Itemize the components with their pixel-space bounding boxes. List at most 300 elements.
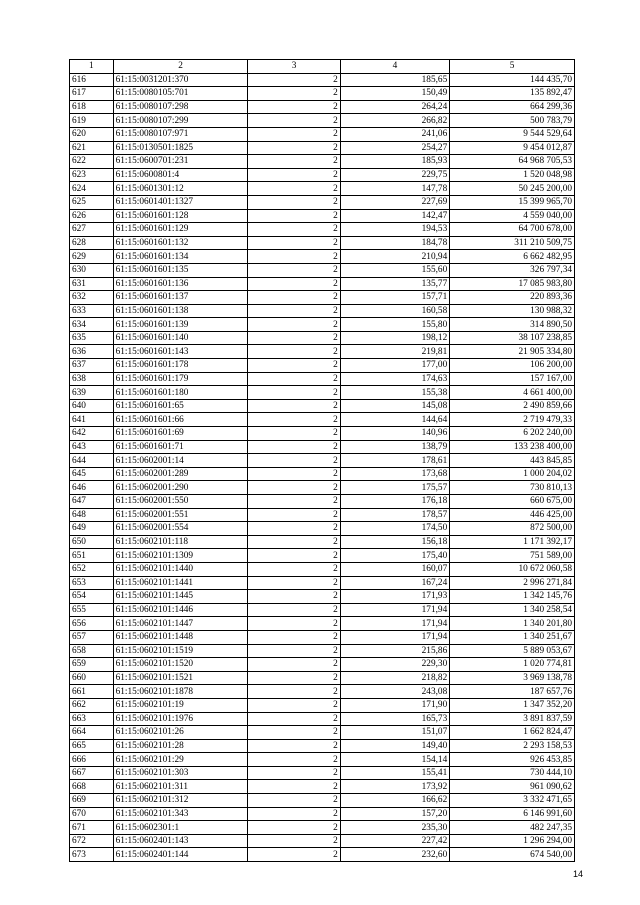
table-row bbox=[70, 440, 575, 454]
table-cell-col-value: 10 672 060,58 bbox=[450, 562, 575, 576]
table-cell-col-code: 61:15:0602001:14 bbox=[113, 454, 248, 468]
table-row bbox=[70, 250, 575, 264]
table-row bbox=[70, 658, 575, 672]
table-row bbox=[70, 195, 575, 209]
table-cell-col-area: 219,81 bbox=[340, 345, 450, 359]
table-cell-col-type: 2 bbox=[248, 685, 340, 699]
table-cell-col-type: 2 bbox=[248, 821, 340, 835]
table-cell-col-type: 2 bbox=[248, 304, 340, 318]
table-cell-col-code: 61:15:0602401:143 bbox=[113, 834, 248, 848]
table-cell-col-num: 638 bbox=[70, 372, 114, 386]
table-cell-col-num: 631 bbox=[70, 277, 114, 291]
table-cell-col-code: 61:15:0080107:299 bbox=[113, 114, 248, 128]
table-row bbox=[70, 263, 575, 277]
header-cell-2: 2 bbox=[113, 60, 248, 74]
table-cell-col-type: 2 bbox=[248, 644, 340, 658]
table-cell-col-value: 730 444,10 bbox=[450, 766, 575, 780]
table-cell-col-value: 6 662 482,95 bbox=[450, 250, 575, 264]
table-cell-col-type: 2 bbox=[248, 753, 340, 767]
table-cell-col-code: 61:15:0602101:303 bbox=[113, 766, 248, 780]
table-cell-col-value: 3 891 837,59 bbox=[450, 712, 575, 726]
table-cell-col-code: 61:15:0602101:1446 bbox=[113, 603, 248, 617]
table-cell-col-type: 2 bbox=[248, 114, 340, 128]
table-cell-col-area: 264,24 bbox=[340, 100, 450, 114]
table-cell-col-num: 632 bbox=[70, 291, 114, 305]
table-row bbox=[70, 304, 575, 318]
table-cell-col-code: 61:15:0602401:144 bbox=[113, 848, 248, 862]
table-row bbox=[70, 73, 575, 87]
table-cell-col-type: 2 bbox=[248, 331, 340, 345]
table-cell-col-num: 620 bbox=[70, 127, 114, 141]
table-cell-col-type: 2 bbox=[248, 562, 340, 576]
table-cell-col-value: 130 988,32 bbox=[450, 304, 575, 318]
table-cell-col-code: 61:15:0601601:179 bbox=[113, 372, 248, 386]
table-cell-col-value: 314 890,50 bbox=[450, 318, 575, 332]
table-cell-col-type: 2 bbox=[248, 848, 340, 862]
header-cell-5: 5 bbox=[450, 60, 575, 74]
table-cell-col-area: 215,86 bbox=[340, 644, 450, 658]
table-cell-col-num: 619 bbox=[70, 114, 114, 128]
table-cell-col-value: 9 454 012,87 bbox=[450, 141, 575, 155]
table-row bbox=[70, 141, 575, 155]
table-cell-col-code: 61:15:0601601:135 bbox=[113, 263, 248, 277]
table-cell-col-type: 2 bbox=[248, 671, 340, 685]
table-cell-col-value: 926 453,85 bbox=[450, 753, 575, 767]
table-cell-col-type: 2 bbox=[248, 495, 340, 509]
table-cell-col-code: 61:15:0601601:69 bbox=[113, 427, 248, 441]
table-cell-col-num: 653 bbox=[70, 576, 114, 590]
table-cell-col-code: 61:15:0602101:28 bbox=[113, 739, 248, 753]
table-cell-col-num: 627 bbox=[70, 223, 114, 237]
table-cell-col-area: 157,71 bbox=[340, 291, 450, 305]
table-row bbox=[70, 576, 575, 590]
table-cell-col-area: 149,40 bbox=[340, 739, 450, 753]
table-cell-col-code: 61:15:0080107:298 bbox=[113, 100, 248, 114]
table-cell-col-type: 2 bbox=[248, 603, 340, 617]
table-cell-col-code: 61:15:0601601:66 bbox=[113, 413, 248, 427]
table-cell-col-code: 61:15:0601601:180 bbox=[113, 386, 248, 400]
table-cell-col-code: 61:15:0602101:343 bbox=[113, 807, 248, 821]
table-cell-col-num: 651 bbox=[70, 549, 114, 563]
table-cell-col-value: 38 107 238,85 bbox=[450, 331, 575, 345]
table-cell-col-num: 652 bbox=[70, 562, 114, 576]
table-cell-col-code: 61:15:0602101:1878 bbox=[113, 685, 248, 699]
table-cell-col-area: 165,73 bbox=[340, 712, 450, 726]
table-row bbox=[70, 834, 575, 848]
table-cell-col-area: 232,60 bbox=[340, 848, 450, 862]
table-cell-col-value: 21 905 334,80 bbox=[450, 345, 575, 359]
table-cell-col-num: 646 bbox=[70, 481, 114, 495]
table-cell-col-area: 254,27 bbox=[340, 141, 450, 155]
table-cell-col-code: 61:15:0601601:128 bbox=[113, 209, 248, 223]
table-cell-col-value: 482 247,35 bbox=[450, 821, 575, 835]
table-cell-col-num: 657 bbox=[70, 630, 114, 644]
table-cell-col-code: 61:15:0602101:1521 bbox=[113, 671, 248, 685]
table-cell-col-type: 2 bbox=[248, 658, 340, 672]
table-cell-col-num: 625 bbox=[70, 195, 114, 209]
table-cell-col-area: 147,78 bbox=[340, 182, 450, 196]
table-cell-col-num: 672 bbox=[70, 834, 114, 848]
table-row bbox=[70, 644, 575, 658]
table-cell-col-code: 61:15:0602101:26 bbox=[113, 726, 248, 740]
table-cell-col-area: 171,94 bbox=[340, 617, 450, 631]
table-cell-col-code: 61:15:0602101:1976 bbox=[113, 712, 248, 726]
table-cell-col-type: 2 bbox=[248, 100, 340, 114]
table-cell-col-num: 668 bbox=[70, 780, 114, 794]
table-cell-col-value: 446 425,00 bbox=[450, 508, 575, 522]
table-cell-col-code: 61:15:0601401:1327 bbox=[113, 195, 248, 209]
table-cell-col-type: 2 bbox=[248, 834, 340, 848]
table-cell-col-code: 61:15:0601601:132 bbox=[113, 236, 248, 250]
table-cell-col-num: 626 bbox=[70, 209, 114, 223]
table-cell-col-num: 658 bbox=[70, 644, 114, 658]
table-row bbox=[70, 277, 575, 291]
table-cell-col-type: 2 bbox=[248, 73, 340, 87]
table-cell-col-code: 61:15:0601601:136 bbox=[113, 277, 248, 291]
table-row bbox=[70, 427, 575, 441]
table-cell-col-area: 266,82 bbox=[340, 114, 450, 128]
table-cell-col-value: 135 892,47 bbox=[450, 87, 575, 101]
table-cell-col-num: 654 bbox=[70, 590, 114, 604]
table-cell-col-area: 157,20 bbox=[340, 807, 450, 821]
table-row bbox=[70, 590, 575, 604]
table-cell-col-num: 661 bbox=[70, 685, 114, 699]
table-row bbox=[70, 481, 575, 495]
header-cell-4: 4 bbox=[340, 60, 450, 74]
table-cell-col-type: 2 bbox=[248, 590, 340, 604]
table-cell-col-area: 198,12 bbox=[340, 331, 450, 345]
table-cell-col-area: 243,08 bbox=[340, 685, 450, 699]
table-cell-col-code: 61:15:0601601:138 bbox=[113, 304, 248, 318]
table-row bbox=[70, 331, 575, 345]
table-cell-col-area: 174,50 bbox=[340, 522, 450, 536]
table-row bbox=[70, 698, 575, 712]
table-cell-col-value: 664 299,36 bbox=[450, 100, 575, 114]
table-row bbox=[70, 467, 575, 481]
table-cell-col-value: 50 245 200,00 bbox=[450, 182, 575, 196]
table-cell-col-type: 2 bbox=[248, 766, 340, 780]
table-cell-col-num: 666 bbox=[70, 753, 114, 767]
table-cell-col-value: 2 996 271,84 bbox=[450, 576, 575, 590]
table-cell-col-code: 61:15:0602101:1519 bbox=[113, 644, 248, 658]
table-cell-col-value: 751 589,00 bbox=[450, 549, 575, 563]
table-cell-col-area: 171,90 bbox=[340, 698, 450, 712]
table-row bbox=[70, 413, 575, 427]
table-cell-col-num: 617 bbox=[70, 87, 114, 101]
table-cell-col-type: 2 bbox=[248, 263, 340, 277]
table-cell-col-area: 174,63 bbox=[340, 372, 450, 386]
table-row bbox=[70, 603, 575, 617]
header-cell-3: 3 bbox=[248, 60, 340, 74]
table-cell-col-value: 674 540,00 bbox=[450, 848, 575, 862]
table-cell-col-value: 730 810,13 bbox=[450, 481, 575, 495]
table-cell-col-area: 140,96 bbox=[340, 427, 450, 441]
table-row bbox=[70, 522, 575, 536]
table-cell-col-code: 61:15:0602301:1 bbox=[113, 821, 248, 835]
table-cell-col-area: 173,92 bbox=[340, 780, 450, 794]
table-cell-col-type: 2 bbox=[248, 549, 340, 563]
table-cell-col-type: 2 bbox=[248, 780, 340, 794]
table-cell-col-code: 61:15:0601601:137 bbox=[113, 291, 248, 305]
table-cell-col-num: 636 bbox=[70, 345, 114, 359]
table-cell-col-area: 167,24 bbox=[340, 576, 450, 590]
table-row bbox=[70, 535, 575, 549]
table-row bbox=[70, 562, 575, 576]
table-cell-col-type: 2 bbox=[248, 726, 340, 740]
table-row bbox=[70, 549, 575, 563]
table-cell-col-area: 227,69 bbox=[340, 195, 450, 209]
table-row bbox=[70, 630, 575, 644]
table-cell-col-value: 443 845,85 bbox=[450, 454, 575, 468]
table-cell-col-type: 2 bbox=[248, 209, 340, 223]
table-cell-col-area: 142,47 bbox=[340, 209, 450, 223]
table-body bbox=[70, 73, 575, 861]
table-cell-col-num: 656 bbox=[70, 617, 114, 631]
table-cell-col-type: 2 bbox=[248, 345, 340, 359]
table-cell-col-value: 2 490 859,66 bbox=[450, 399, 575, 413]
table-cell-col-value: 1 020 774,81 bbox=[450, 658, 575, 672]
table-cell-col-code: 61:15:0602101:29 bbox=[113, 753, 248, 767]
table-cell-col-num: 643 bbox=[70, 440, 114, 454]
table-row bbox=[70, 794, 575, 808]
table-cell-col-area: 155,38 bbox=[340, 386, 450, 400]
table-cell-col-type: 2 bbox=[248, 236, 340, 250]
table-cell-col-code: 61:15:0601601:134 bbox=[113, 250, 248, 264]
table-cell-col-num: 662 bbox=[70, 698, 114, 712]
table-cell-col-area: 176,18 bbox=[340, 495, 450, 509]
table-cell-col-area: 178,61 bbox=[340, 454, 450, 468]
table-cell-col-value: 9 544 529,64 bbox=[450, 127, 575, 141]
table-row bbox=[70, 155, 575, 169]
table-cell-col-value: 3 332 471,65 bbox=[450, 794, 575, 808]
table-row bbox=[70, 127, 575, 141]
table-cell-col-num: 640 bbox=[70, 399, 114, 413]
table-cell-col-area: 229,30 bbox=[340, 658, 450, 672]
table-cell-col-num: 628 bbox=[70, 236, 114, 250]
table-cell-col-num: 642 bbox=[70, 427, 114, 441]
table-cell-col-type: 2 bbox=[248, 372, 340, 386]
table-cell-col-area: 145,08 bbox=[340, 399, 450, 413]
table-cell-col-code: 61:15:0602001:290 bbox=[113, 481, 248, 495]
table-cell-col-value: 311 210 509,75 bbox=[450, 236, 575, 250]
table-cell-col-type: 2 bbox=[248, 739, 340, 753]
table-cell-col-type: 2 bbox=[248, 155, 340, 169]
table-row bbox=[70, 318, 575, 332]
table-cell-col-area: 185,65 bbox=[340, 73, 450, 87]
table-cell-col-area: 171,94 bbox=[340, 603, 450, 617]
table-cell-col-area: 151,07 bbox=[340, 726, 450, 740]
table-cell-col-value: 64 968 705,53 bbox=[450, 155, 575, 169]
table-cell-col-value: 1 347 352,20 bbox=[450, 698, 575, 712]
table-cell-col-type: 2 bbox=[248, 359, 340, 373]
table-cell-col-code: 61:15:0602101:1520 bbox=[113, 658, 248, 672]
table-cell-col-code: 61:15:0600801:4 bbox=[113, 168, 248, 182]
table-cell-col-area: 160,07 bbox=[340, 562, 450, 576]
table-cell-col-type: 2 bbox=[248, 223, 340, 237]
table-cell-col-area: 144,64 bbox=[340, 413, 450, 427]
table-cell-col-num: 616 bbox=[70, 73, 114, 87]
table-cell-col-num: 645 bbox=[70, 467, 114, 481]
table-cell-col-value: 961 090,62 bbox=[450, 780, 575, 794]
table-cell-col-area: 156,18 bbox=[340, 535, 450, 549]
table-cell-col-type: 2 bbox=[248, 807, 340, 821]
table-row bbox=[70, 236, 575, 250]
header-row bbox=[70, 60, 575, 74]
table-header bbox=[70, 60, 575, 74]
table-cell-col-type: 2 bbox=[248, 467, 340, 481]
table-cell-col-num: 663 bbox=[70, 712, 114, 726]
table-cell-col-type: 2 bbox=[248, 127, 340, 141]
table-cell-col-value: 2 293 158,53 bbox=[450, 739, 575, 753]
table-cell-col-type: 2 bbox=[248, 576, 340, 590]
table-cell-col-value: 872 500,00 bbox=[450, 522, 575, 536]
table-cell-col-value: 6 202 240,00 bbox=[450, 427, 575, 441]
table-cell-col-value: 106 200,00 bbox=[450, 359, 575, 373]
table-cell-col-num: 660 bbox=[70, 671, 114, 685]
table-row bbox=[70, 291, 575, 305]
table-cell-col-num: 629 bbox=[70, 250, 114, 264]
table-cell-col-area: 160,58 bbox=[340, 304, 450, 318]
table-row bbox=[70, 359, 575, 373]
table-row bbox=[70, 848, 575, 862]
table-cell-col-value: 326 797,34 bbox=[450, 263, 575, 277]
table-cell-col-code: 61:15:0602101:312 bbox=[113, 794, 248, 808]
table-cell-col-area: 229,75 bbox=[340, 168, 450, 182]
table-cell-col-area: 171,94 bbox=[340, 630, 450, 644]
table-cell-col-code: 61:15:0602001:554 bbox=[113, 522, 248, 536]
table-cell-col-area: 135,77 bbox=[340, 277, 450, 291]
table-cell-col-value: 660 675,00 bbox=[450, 495, 575, 509]
table-cell-col-area: 218,82 bbox=[340, 671, 450, 685]
table-cell-col-value: 1 000 204,02 bbox=[450, 467, 575, 481]
table-row bbox=[70, 223, 575, 237]
table-cell-col-num: 622 bbox=[70, 155, 114, 169]
table-cell-col-type: 2 bbox=[248, 277, 340, 291]
table-cell-col-code: 61:15:0602101:1447 bbox=[113, 617, 248, 631]
table-cell-col-type: 2 bbox=[248, 250, 340, 264]
table-cell-col-value: 17 085 983,80 bbox=[450, 277, 575, 291]
table-row bbox=[70, 726, 575, 740]
table-cell-col-code: 61:15:0601601:129 bbox=[113, 223, 248, 237]
table-cell-col-num: 623 bbox=[70, 168, 114, 182]
table-cell-col-num: 650 bbox=[70, 535, 114, 549]
table-cell-col-value: 3 969 138,78 bbox=[450, 671, 575, 685]
table-cell-col-value: 1 171 392,17 bbox=[450, 535, 575, 549]
table-row bbox=[70, 739, 575, 753]
table-cell-col-area: 155,80 bbox=[340, 318, 450, 332]
table-cell-col-num: 639 bbox=[70, 386, 114, 400]
table-cell-col-area: 175,40 bbox=[340, 549, 450, 563]
table-row bbox=[70, 87, 575, 101]
table-cell-col-value: 4 661 400,00 bbox=[450, 386, 575, 400]
table-cell-col-value: 5 889 053,67 bbox=[450, 644, 575, 658]
table-cell-col-num: 647 bbox=[70, 495, 114, 509]
table-cell-col-value: 220 893,36 bbox=[450, 291, 575, 305]
table-cell-col-code: 61:15:0601601:71 bbox=[113, 440, 248, 454]
table-cell-col-value: 1 662 824,47 bbox=[450, 726, 575, 740]
table-cell-col-type: 2 bbox=[248, 794, 340, 808]
table-cell-col-num: 624 bbox=[70, 182, 114, 196]
table-cell-col-code: 61:15:0601601:143 bbox=[113, 345, 248, 359]
table-cell-col-num: 630 bbox=[70, 263, 114, 277]
table-cell-col-area: 173,68 bbox=[340, 467, 450, 481]
table-cell-col-num: 673 bbox=[70, 848, 114, 862]
table-row bbox=[70, 821, 575, 835]
table-cell-col-type: 2 bbox=[248, 291, 340, 305]
table-cell-col-area: 154,14 bbox=[340, 753, 450, 767]
table-row bbox=[70, 386, 575, 400]
table-cell-col-type: 2 bbox=[248, 399, 340, 413]
table-cell-col-code: 61:15:0602101:1309 bbox=[113, 549, 248, 563]
table-cell-col-code: 61:15:0601601:178 bbox=[113, 359, 248, 373]
table-cell-col-code: 61:15:0602001:289 bbox=[113, 467, 248, 481]
table-cell-col-num: 670 bbox=[70, 807, 114, 821]
table-cell-col-num: 633 bbox=[70, 304, 114, 318]
table-cell-col-value: 1 342 145,76 bbox=[450, 590, 575, 604]
table-cell-col-area: 210,94 bbox=[340, 250, 450, 264]
table-cell-col-value: 1 340 251,67 bbox=[450, 630, 575, 644]
table-cell-col-area: 171,93 bbox=[340, 590, 450, 604]
table-cell-col-code: 61:15:0602101:1440 bbox=[113, 562, 248, 576]
table-cell-col-area: 155,60 bbox=[340, 263, 450, 277]
table-cell-col-value: 2 719 479,33 bbox=[450, 413, 575, 427]
table-row bbox=[70, 671, 575, 685]
table-cell-col-type: 2 bbox=[248, 318, 340, 332]
data-table bbox=[69, 59, 575, 862]
table-cell-col-value: 187 657,76 bbox=[450, 685, 575, 699]
table-cell-col-num: 649 bbox=[70, 522, 114, 536]
table-cell-col-value: 133 238 400,00 bbox=[450, 440, 575, 454]
table-cell-col-num: 637 bbox=[70, 359, 114, 373]
table-cell-col-type: 2 bbox=[248, 522, 340, 536]
table-cell-col-value: 1 340 201,80 bbox=[450, 617, 575, 631]
table-cell-col-area: 175,57 bbox=[340, 481, 450, 495]
table-cell-col-code: 61:15:0602101:118 bbox=[113, 535, 248, 549]
table-row bbox=[70, 345, 575, 359]
table-cell-col-num: 659 bbox=[70, 658, 114, 672]
table-cell-col-type: 2 bbox=[248, 630, 340, 644]
table-cell-col-num: 669 bbox=[70, 794, 114, 808]
table-row bbox=[70, 495, 575, 509]
table-cell-col-type: 2 bbox=[248, 481, 340, 495]
table-cell-col-value: 1 296 294,00 bbox=[450, 834, 575, 848]
table-cell-col-num: 665 bbox=[70, 739, 114, 753]
table-cell-col-code: 61:15:0602101:1448 bbox=[113, 630, 248, 644]
table-cell-col-type: 2 bbox=[248, 535, 340, 549]
table-cell-col-type: 2 bbox=[248, 712, 340, 726]
table-cell-col-value: 1 520 048,98 bbox=[450, 168, 575, 182]
table-cell-col-value: 500 783,79 bbox=[450, 114, 575, 128]
table-row bbox=[70, 766, 575, 780]
table-cell-col-code: 61:15:0601301:12 bbox=[113, 182, 248, 196]
table-cell-col-type: 2 bbox=[248, 454, 340, 468]
table-row bbox=[70, 168, 575, 182]
header-cell-1: 1 bbox=[70, 60, 114, 74]
table-cell-col-type: 2 bbox=[248, 168, 340, 182]
page-number: 14 bbox=[572, 869, 583, 879]
table-cell-col-area: 166,62 bbox=[340, 794, 450, 808]
table-row bbox=[70, 454, 575, 468]
table-cell-col-type: 2 bbox=[248, 87, 340, 101]
table-cell-col-num: 644 bbox=[70, 454, 114, 468]
table-cell-col-code: 61:15:0602101:311 bbox=[113, 780, 248, 794]
table-cell-col-num: 671 bbox=[70, 821, 114, 835]
table-cell-col-num: 621 bbox=[70, 141, 114, 155]
table-cell-col-value: 144 435,70 bbox=[450, 73, 575, 87]
table-row bbox=[70, 685, 575, 699]
table-cell-col-value: 1 340 258,54 bbox=[450, 603, 575, 617]
table-row bbox=[70, 114, 575, 128]
